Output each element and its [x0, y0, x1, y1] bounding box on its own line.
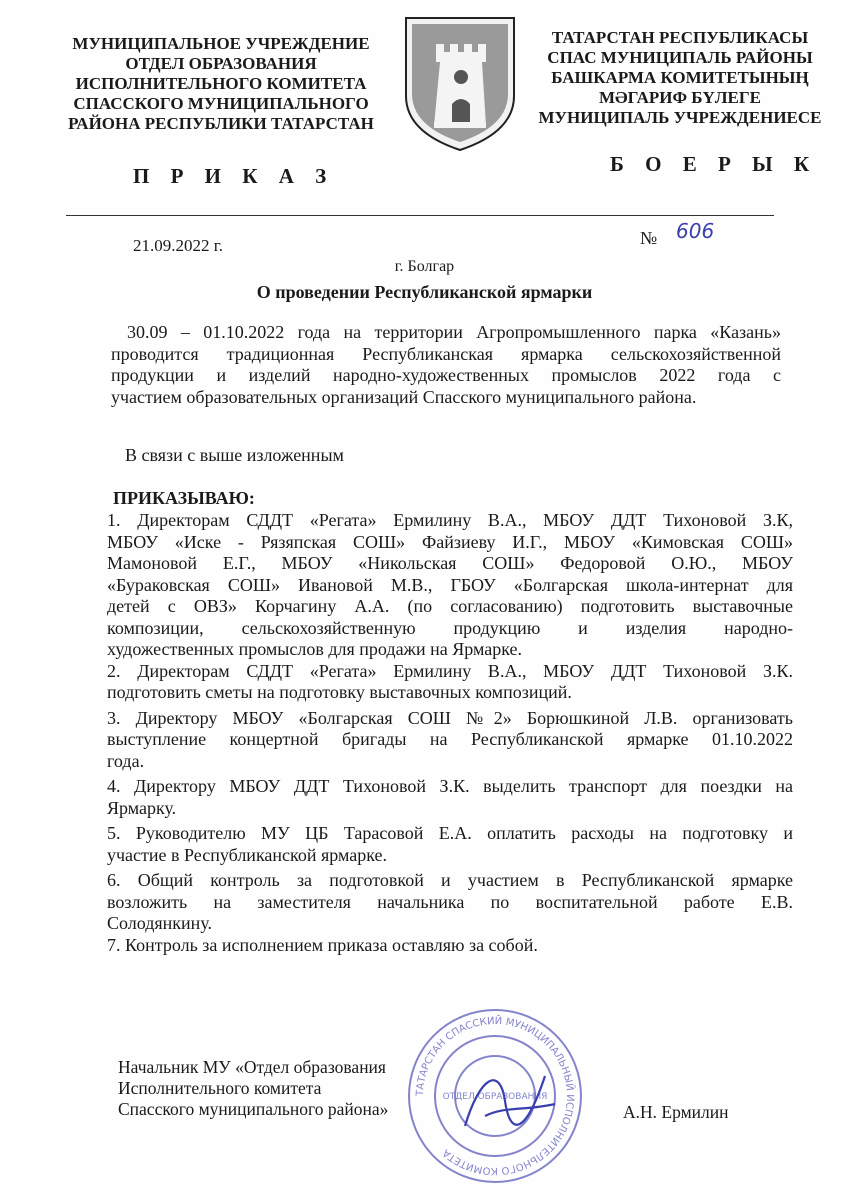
order-item-5: [107, 823, 793, 866]
text-line: подготовить сметы на подготовку выставочных композиций.: [107, 682, 572, 702]
text-line: художественных промыслов для продажи на Ярмарке.: [107, 639, 523, 659]
text-line: участием образовательных организаций Спасского муниципального района.: [111, 386, 697, 407]
header-divider: [66, 215, 774, 216]
text-line: 2. Директорам СДДТ «Регата» Ермилину В.А., МБОУ ДДТ Тихоновой З.К.: [107, 660, 793, 681]
text-line: 5. Руководителю МУ ЦБ Тарасовой Е.А. оплатить расходы на подготовку и: [107, 823, 793, 843]
text-line: 3. Директору МБОУ «Болгарская СОШ №2» Борюшкиной Л.В. организовать: [107, 707, 793, 728]
text-line: «Бураковская СОШ» Ивановой М.В., ГБОУ «Болгарская школа-интернат для: [107, 574, 793, 595]
text-line: 6. Общий контроль за подготовкой и участием в Республиканской ярмарке: [107, 870, 793, 890]
order-word: ПРИКАЗЫВАЮ:: [113, 488, 255, 508]
text-line: возложить на заместителя начальника по воспитательной работе Е.В.: [107, 891, 793, 912]
text-line: Исполнительного комитета: [118, 1078, 322, 1098]
text-line: выступление концертной бригады на Республиканской ярмарке 01.10.2022: [107, 729, 793, 749]
in-connection-line: В связи с выше изложенным: [125, 445, 344, 465]
org-name-line: ОТДЕЛ ОБРАЗОВАНИЯ: [125, 54, 317, 73]
text-line: 1. Директорам СДДТ «Регата» Ермилину В.А., МБОУ ДДТ Тихоновой З.К,: [107, 510, 793, 530]
order-item-6: [107, 870, 793, 935]
intro-paragraph: [111, 322, 781, 408]
org-name-line: МУНИЦИПАЛЬНОЕ УЧРЕЖДЕНИЕ: [72, 34, 370, 53]
coat-of-arms-icon: [398, 14, 522, 154]
org-name-line: СПАС МУНИЦИПАЛЬ РАЙОНЫ: [547, 48, 813, 67]
document-title: О проведении Республиканской ярмарки: [256, 282, 593, 302]
text-line: 30.09 – 01.10.2022 года на территории Агропромышленного парка «Казань»: [127, 322, 781, 342]
signer-name: А.Н. Ермилин: [623, 1102, 729, 1122]
text-line: продукции и изделий народно-художественных промыслов 2022 года с: [111, 365, 781, 385]
order-item-2: [107, 661, 793, 704]
official-stamp-icon: [405, 1006, 585, 1186]
stamp-ring-text: ТАТАРСТАН СПАССКИЙ МУНИЦИПАЛЬНЫЙ ИСПОЛНИТЕЛЬНОГО КОМИТЕТА: [414, 1015, 576, 1177]
text-line: Ярмарку.: [107, 797, 177, 818]
text-line: года.: [107, 750, 145, 771]
order-item-1: [107, 510, 793, 661]
text-line: Спасского муниципального района»: [118, 1099, 389, 1119]
org-name-line: МӘГАРИФ БҮЛЕГЕ: [599, 88, 761, 107]
text-line: Мамоновой Е.Г., МБОУ «Никольская СОШ» Федоровой О.Ю., МБОУ: [107, 553, 793, 573]
org-name-tatar: [530, 28, 830, 128]
org-name-line: БАШКАРМА КОМИТЕТЫНЫҢ: [551, 68, 809, 87]
org-name-line: ТАТАРСТАН РЕСПУБЛИКАСЫ: [551, 28, 809, 47]
signer-position: [118, 1057, 388, 1120]
text-line: участие в Республиканской ярмарке.: [107, 844, 388, 865]
text-line: Солодянкину.: [107, 913, 213, 933]
text-line: 7. Контроль за исполнением приказа оставляю за собой.: [107, 934, 538, 955]
order-item-7: [107, 935, 793, 957]
order-number-label: №: [640, 228, 658, 248]
text-line: Начальник МУ «Отдел образования: [118, 1057, 386, 1077]
text-line: композиции, сельскохозяйственную продукцию и изделия народно-: [107, 617, 793, 638]
text-line: МБОУ «Иске - Рязяпская СОШ» Файзиеву И.Г., МБОУ «Кимовская СОШ»: [107, 531, 793, 552]
order-item-3: [107, 708, 793, 773]
org-name-line: МУНИЦИПАЛЬ УЧРЕЖДЕНИЕСЕ: [538, 108, 822, 127]
order-items: [107, 510, 793, 956]
org-name-line: СПАССКОГО МУНИЦИПАЛЬНОГО: [73, 94, 369, 113]
order-item-4: [107, 776, 793, 819]
text-line: детей с ОВЗ» Корчагину А.А. (по согласованию) подготовить выставочные: [107, 596, 793, 616]
text-line: 4. Директору МБОУ ДДТ Тихоновой З.К. выделить транспорт для поездки на: [107, 776, 793, 796]
org-name-russian: [56, 34, 386, 134]
stamp-inner-text: ОТДЕЛ ОБРАЗОВАНИЯ: [442, 1092, 548, 1102]
doc-type-russian: П Р И К А З: [133, 164, 335, 188]
org-name-line: ИСПОЛНИТЕЛЬНОГО КОМИТЕТА: [75, 74, 367, 93]
doc-type-tatar: Б О Е Р Ы К: [610, 152, 818, 176]
order-date: 21.09.2022 г.: [133, 236, 224, 255]
org-name-line: РАЙОНА РЕСПУБЛИКИ ТАТАРСТАН: [68, 114, 374, 133]
city: г. Болгар: [394, 258, 455, 275]
text-line: проводится традиционная Республиканская ярмарка сельскохозяйственной: [111, 343, 781, 364]
order-number-handwritten: 606: [676, 219, 715, 243]
